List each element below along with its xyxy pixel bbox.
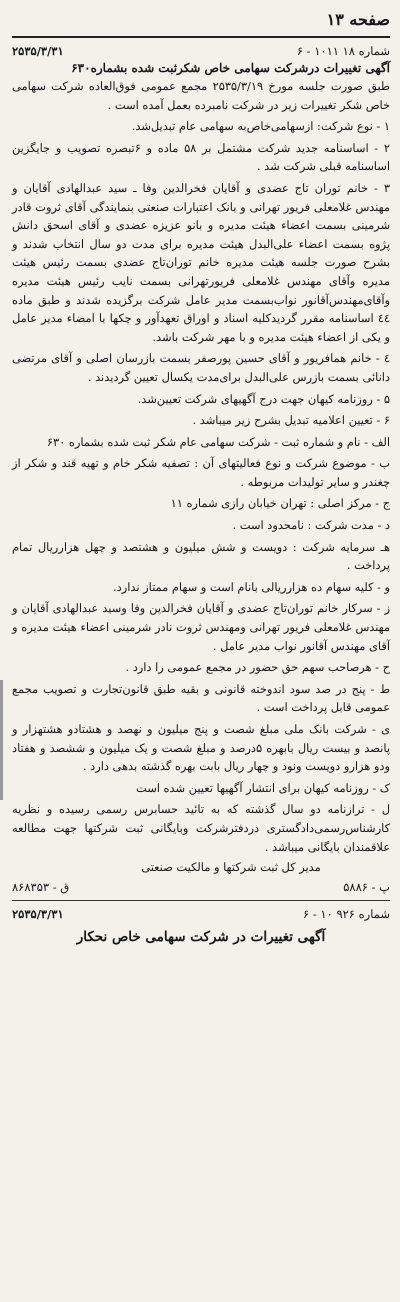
notice-item: ۶ - تعیین اعلامیه تبدیل بشرح زیر میباشد . bbox=[192, 413, 390, 428]
notice-intro: طبق صورت جلسه مورخ ۲۵۳۵/۳/۱۹ مجمع عمومی فوق‌العاده شرکت سهامی خاص شکر تغییرات زیر در شرکت نامبرده بعمل آمده است . bbox=[12, 79, 390, 112]
notice-footer-codes bbox=[12, 880, 390, 898]
header-divider bbox=[12, 36, 390, 38]
notice-item: د - مدت شرکت : نامحدود است . bbox=[232, 518, 390, 533]
footer-code-right: پ - ۵۸۸۶ bbox=[343, 880, 390, 895]
notice-item: ز - سرکار خانم توران‌تاج عضدی و آقایان فخرالدین وفا وسید عبدالهادی آقایان و مهندس غلامعلی فریور تهرانی ومهندس ثروت نادر شرمینی اعضاء هیئت مدیره و آقای مهندس آقانور نواب مدیر عامل . bbox=[12, 601, 390, 653]
notice-title: آگهی تغییرات در شرکت سهامی خاص نحکار bbox=[76, 929, 326, 946]
notice-item: ٤ - خانم همافریور و آقای حسین پورصفر بسمت بازرسان اصلی و آقای مرتضی دانائی بسمت بازرس علی‌البدل برای‌مدت یکسال تعیین گردیدند . bbox=[12, 351, 390, 384]
notice-sugar-company bbox=[12, 42, 390, 898]
registration-code: ۲۵۳۵/۳/۳۱ bbox=[12, 44, 64, 58]
notice-item: ل - ترازنامه دو سال گذشته که به تائید حسابرس رسمی رسیده و نظریه کارشناس‌رسمی‌دادگستری دردفترشرکت وبایگانی ثبت شرکتها جهت مطالعه علاقمندان بایگانی میباشد . bbox=[12, 802, 390, 854]
notice-item: ط - پنج در صد سود اندوخته قانونی و بقیه طبق قانون‌تجارت و تصویب مجمع عمومی قابل پرداخت است . bbox=[12, 681, 390, 715]
footer-code-left: ق - ۸۶۸۳۵۳ bbox=[12, 880, 70, 895]
registration-code: ۲۵۳۵/۳/۳۱ bbox=[12, 907, 64, 922]
registration-number: شماره ۹۲۶ ۱۰ - ۶ bbox=[303, 907, 390, 922]
notice-item: هـ سرمایه شرکت : دویست و شش میلیون و هشتصد و چهل هزارریال تمام پرداخت . bbox=[12, 539, 390, 573]
notice-item: ی - شرکت بانک ملی مبلغ شصت و پنج میلیون و نهصد و هشتادو هشتهزار و پانصد و بیست ریال بابهره ۵درصد و مبلغ شصت و یک میلیون و ششصد و هفتاد ودو هزارو دویست ونود و چهار ریال بابت بهره گذشته بدهی دارد . bbox=[12, 722, 390, 774]
notice-item: ۲ - اساسنامه جدید شرکت مشتمل بر ۵۸ ماده و ۶تبصره تصویب و جایگزین اساسنامه قبلی شرکت شد . bbox=[12, 140, 390, 174]
registration-number: شماره ۱۸ ۱۰۱۱ - ۶ bbox=[296, 44, 390, 58]
notice-item: ک - روزنامه کیهان برای انتشار آگهیها تعیین شده است bbox=[136, 780, 390, 795]
page-header bbox=[12, 4, 390, 34]
signature-line: مدیر کل ثبت شرکتها و مالکیت صنعتی bbox=[141, 860, 321, 875]
notice-item: ۱ - نوع شرکت: ازسهامی‌خاص‌به سهامی عام تبدیل‌شد. bbox=[131, 119, 390, 134]
notice-item: ب - موضوع شرکت و نوع فعالیتهای آن : تصفیه شکر خام و تهیه قند و شکر از چغندر و سایر تولیدات مربوطه . bbox=[12, 456, 390, 489]
notice-nahkar-company bbox=[12, 905, 390, 945]
notice-divider bbox=[12, 900, 390, 901]
scan-edge-mark bbox=[0, 680, 3, 800]
page-number-label: صفحه ۱۳ bbox=[326, 9, 390, 29]
notice-title: آگهی تغییرات درشرکت سهامی خاص شکرثبت شده بشماره۶۳۰ bbox=[71, 61, 390, 75]
notice-item: ۵ - روزنامه کیهان جهت درج آگهیهای شرکت تعیین‌شد. bbox=[137, 391, 390, 406]
notice-item: ح - هرصاحب سهم حق حضور در مجمع عمومی را دارد . bbox=[125, 660, 390, 675]
notice-item: الف - نام و شماره ثبت - شرکت سهامی عام شکر ثبت شده بشماره ۶۳۰ bbox=[46, 434, 390, 449]
notice-item: ۳ - خانم توران تاج عضدی و آقایان فخرالدین وفا ـ سید عبدالهادی آقایان و مهندس غلامعلی فریور تهرانی و بانک اعتبارات صنعتی بنمایندگی آقای ثروت قادر شرمینی بسمت اعضاء هیئت مدیره و بانو عزیزه عضدی و آقای اسحق دانش پژوه بسمت اعضاء علی‌البدل هیئت مدیره برای مدت دو سال انتخاب شدند و بشرح صورت جلسه هیئت مدیره خانم توران‌تاج عضدی بسمت رئیس هیئت مدیره وآقای مهندس غلامعلی فریورتهرانی بسمت نایب رئیس هیئت مدیره وآقای‌مهندس‌آقانور نواب‌بسمت مدیر عامل شرکت برگزیده شدند و طبق ماده ٤٤ اساسنامه مقرر گردید‌کلیه اسناد و اوراق تعهدآور و چکها با امضاء مدیر عامل و یکی از اعضاء هیئت مدیره و با مهر شرکت باشد. bbox=[12, 180, 390, 344]
notice-item: ج - مرکز اصلی : تهران خیابان رازی شماره ۱۱ bbox=[170, 496, 390, 511]
notice-item: و - کلیه سهام ده هزارریالی بانام است و سهام ممتاز ندارد. bbox=[113, 579, 390, 594]
notice-meta-row bbox=[12, 42, 390, 60]
notice-meta-row bbox=[12, 905, 390, 923]
